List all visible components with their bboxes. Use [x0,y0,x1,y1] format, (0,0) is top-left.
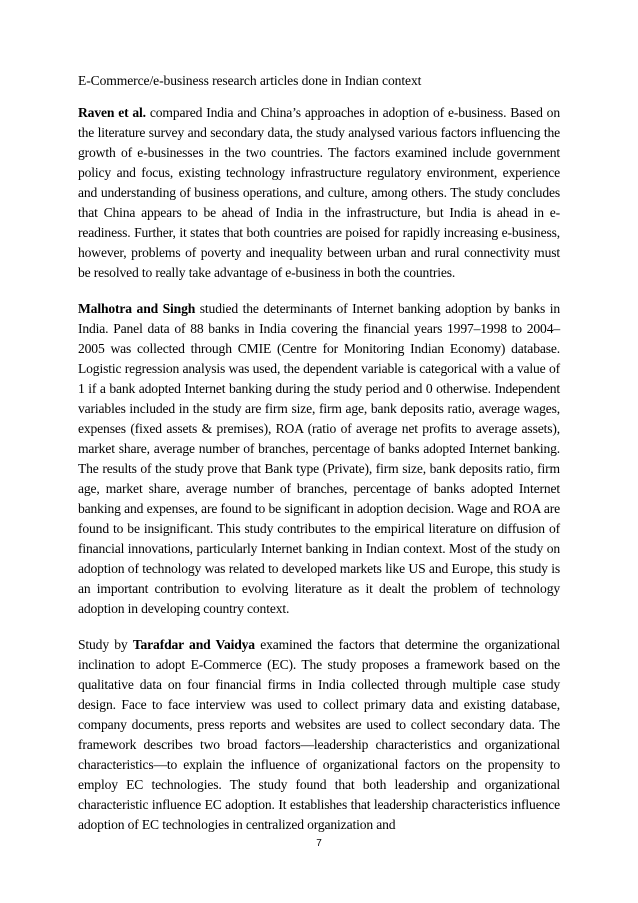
paragraph-text: examined the factors that determine the organizational inclination to adopt E-Commerce (EC). The study proposes a framework based on the qualitative data on four financial firms in India collected through multiple case study design. Face to face interview was used to collect primary data and existing database, company documents, press reports and websites are used to collect secondary data. The framework describes two broad factors—leadership characteristics and organizational characteristics—to explain the influence of organizational factors on the propensity to employ EC technologies. The study found that both leadership and organizational characteristic influence EC adoption. It establishes that leadership characteristics influence adoption of EC technologies in centralized organization and [78,637,560,832]
paragraph-text: studied the determinants of Internet banking adoption by banks in India. Panel data of 88 banks in India covering the financial years 1997–1998 to 2004–2005 was collected through CMIE (Centre for Monitoring Indian Economy) database. Logistic regression analysis was used, the dependent variable is categorical with a value of 1 if a bank adopted Internet banking during the study period and 0 otherwise. Independent variables included in the study are firm size, firm age, bank deposits ratio, average wages, expenses (fixed assets & premises), ROA (ratio of average net profits to average assets), market share, average number of branches, percentage of banks adopted Internet banking. The results of the study prove that Bank type (Private), firm size, bank deposits ratio, firm age, market share, average number of branches, percentage of banks adopted Internet banking and expenses, are found to be significant in adoption decision. Wage and ROA are found to be insignificant. This study contributes to the empirical literature on diffusion of financial innovations, particularly Internet banking in Indian context. Most of the study on adoption of technology was related to developed markets like US and Europe, this study is an important contribution to evolving literature as it dealt the problem of technology adoption in developing country context. [78,301,560,616]
page-number: 7 [316,838,322,849]
paragraph-tarafdar [78,635,560,835]
paragraph-text: compared India and China’s approaches in adoption of e-business. Based on the literature survey and secondary data, the study analysed various factors influencing the growth of e-businesses in the two countries. The factors examined include government policy and focus, existing technology infrastructure regulatory environment, experience and understanding of business operations, and culture, among others. The study concludes that China appears to be ahead of India in the infrastructure, but India is ahead in e-readiness. Further, it states that both countries are poised for rapidly increasing e-business, however, problems of poverty and inequality between urban and rural connectivity must be resolved to really take advantage of e-business in both the countries. [78,105,560,280]
section-heading: E-Commerce/e-business research articles done in Indian context [78,73,422,88]
paragraph-malhotra [78,299,560,619]
author-malhotra-singh: Malhotra and Singh [78,301,196,316]
paragraph-lead: Study by [78,637,133,652]
paragraph-raven [78,103,560,283]
author-tarafdar-vaidya: Tarafdar and Vaidya [132,637,255,652]
page-body [78,71,560,851]
author-raven: Raven et al. [78,105,146,120]
